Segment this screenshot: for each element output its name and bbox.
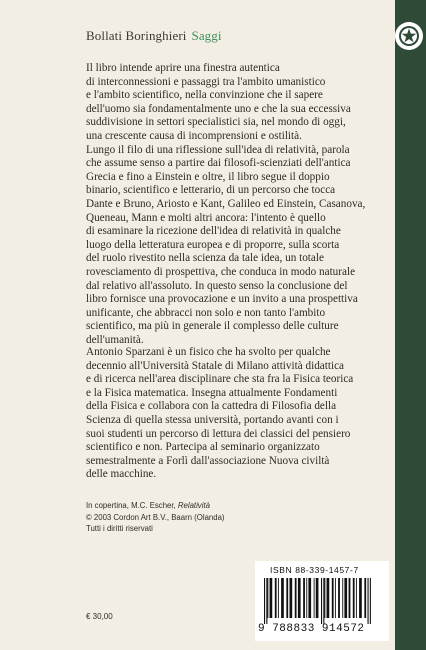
barcode-bar — [267, 578, 268, 618]
barcode-bar — [368, 578, 369, 624]
blurb-line: unificante, che abbracci non solo e non tanto l'ambito — [86, 306, 326, 319]
author-bio — [86, 346, 386, 482]
cover-credits — [86, 500, 225, 535]
blurb-line: libro fornisce una provocazione e un invito a una prospettiva — [86, 293, 358, 306]
blurb-line: Grecia e fino a Einstein e oltre, il libro segue il doppio — [86, 170, 330, 183]
barcode-bar — [266, 578, 267, 624]
publisher-seal-icon — [395, 22, 423, 50]
barcode-bar — [353, 578, 355, 618]
star-seal-icon — [398, 25, 420, 47]
bio-line: Scienza di quella stessa università, portando avanti con i — [86, 413, 339, 426]
bio-line: Antonio Sparzani è un fisico che ha svolto per qualche — [86, 346, 331, 358]
series-name: Saggi — [191, 28, 222, 43]
barcode-bar — [349, 578, 351, 618]
green-spine-band — [395, 0, 426, 650]
blurb-line: dal relativo all'assoluto. In questo senso la conclusione del — [86, 279, 348, 292]
blurb-line: dell'umanità. — [86, 333, 144, 346]
barcode-bar — [359, 578, 362, 618]
bio-line: decennio all'Università Statale di Milano attività didattica — [86, 359, 345, 372]
bio-line: della Fisica e collabora con la cattedra di Filosofia della — [86, 400, 337, 413]
blurb-line: Lungo il filo di una riflessione sull'idea di relatività, parola — [86, 143, 350, 156]
blurb-line: una crescente causa di incomprensioni e ostilità. — [86, 129, 302, 142]
publisher-name: Bollati Boringhieri — [86, 28, 187, 43]
barcode-bar — [327, 578, 330, 618]
bio-line: e la Fisica matematica. Insegna attualmente Fondamenti — [86, 386, 338, 399]
barcode-bar — [335, 578, 336, 618]
bio-line: suoi studenti un percorso di lettura dei classici del pensiero — [86, 427, 351, 440]
bio-line: delle macchine. — [86, 468, 157, 481]
barcode-bar — [278, 578, 279, 618]
price-label: € 30,00 — [86, 612, 113, 621]
barcode-bar — [364, 578, 366, 618]
bio-line: semestralmente a Forlì dall'associazione Nuova civiltà — [86, 454, 330, 467]
book-blurb — [86, 62, 386, 347]
blurb-line: suddivisione in settori specialistici sia, nel mondo di oggi, — [86, 116, 346, 129]
barcode-bar — [303, 578, 305, 618]
blurb-line: di esaminare la ricezione dell'idea di relatività in qualche — [86, 225, 341, 238]
cover-credit-prefix: In copertina, M.C. Escher, — [86, 501, 178, 510]
blurb-line: scientifico, ma più in generale il complesso delle culture — [86, 320, 339, 333]
barcode-bar — [281, 578, 284, 618]
barcode-bar — [342, 578, 343, 618]
barcode-bar — [290, 578, 293, 618]
barcode-bar — [298, 578, 301, 618]
barcode-bar — [324, 578, 325, 618]
blurb-line: che assume senso a partire dai filosofi-scienziati dell'antica — [86, 157, 351, 170]
blurb-line: Queneau, Mann e molti altri ancora: l'intento è quello — [86, 211, 326, 224]
barcode-bar — [314, 578, 315, 618]
barcode-bar — [338, 578, 340, 618]
blurb-line: Dante e Bruno, Ariosto e Kant, Galileo ed Einstein, Casanova, — [86, 197, 366, 210]
barcode-bar — [275, 578, 277, 618]
barcode-bar — [264, 578, 265, 624]
cover-artwork-title: Relatività — [177, 501, 210, 510]
ean-digits: 9 788833 914572 — [258, 623, 365, 635]
barcode-bar — [370, 578, 371, 624]
barcode-bar — [356, 578, 357, 618]
barcode-bar — [323, 578, 324, 624]
blurb-line: del ruolo rivestito nella scienza da tale idea, un totale — [86, 252, 324, 265]
barcode-bar — [295, 578, 297, 618]
bio-line: scientifico e non. Partecipa al seminario organizzato — [86, 441, 320, 454]
barcode-bar — [321, 578, 322, 624]
blurb-line: binario, scientifico e letterario, di un percorso che tocca — [86, 184, 336, 197]
bio-line: e di ricerca nell'area disciplinare che sta fra la Fisica teorica — [86, 373, 354, 386]
rights-line: Tutti i diritti riservati — [86, 524, 153, 533]
barcode-bar — [332, 578, 334, 618]
blurb-line: rovesciamento di prospettiva, che conduca in modo naturale — [86, 265, 356, 278]
ean-barcode-icon — [262, 578, 388, 624]
barcode-bar — [308, 578, 311, 618]
barcode-bar — [316, 578, 319, 618]
blurb-line: Il libro intende aprire una finestra autentica — [86, 62, 280, 74]
isbn-label: ISBN 88-339-1457-7 — [270, 565, 359, 575]
barcode-bar — [286, 578, 288, 618]
blurb-line: dell'uomo sia fondamentalmente uno e che la sua eccessiva — [86, 102, 351, 115]
blurb-line: luogo della letteratura europea e di proporre, sulla scorta — [86, 238, 340, 251]
barcode-bar — [344, 578, 347, 618]
publisher-header — [86, 28, 222, 44]
blurb-line: di interconnessioni e passaggi tra l'ambito umanistico — [86, 75, 326, 88]
cover-credit-line — [86, 500, 225, 512]
barcode-bar — [270, 578, 273, 618]
copyright-line: © 2003 Cordon Art B.V., Baarn (Olanda) — [86, 512, 225, 522]
barcode-bar — [306, 578, 307, 618]
blurb-line: e l'ambito scientifico, nella convinzione che il sapere — [86, 89, 323, 102]
